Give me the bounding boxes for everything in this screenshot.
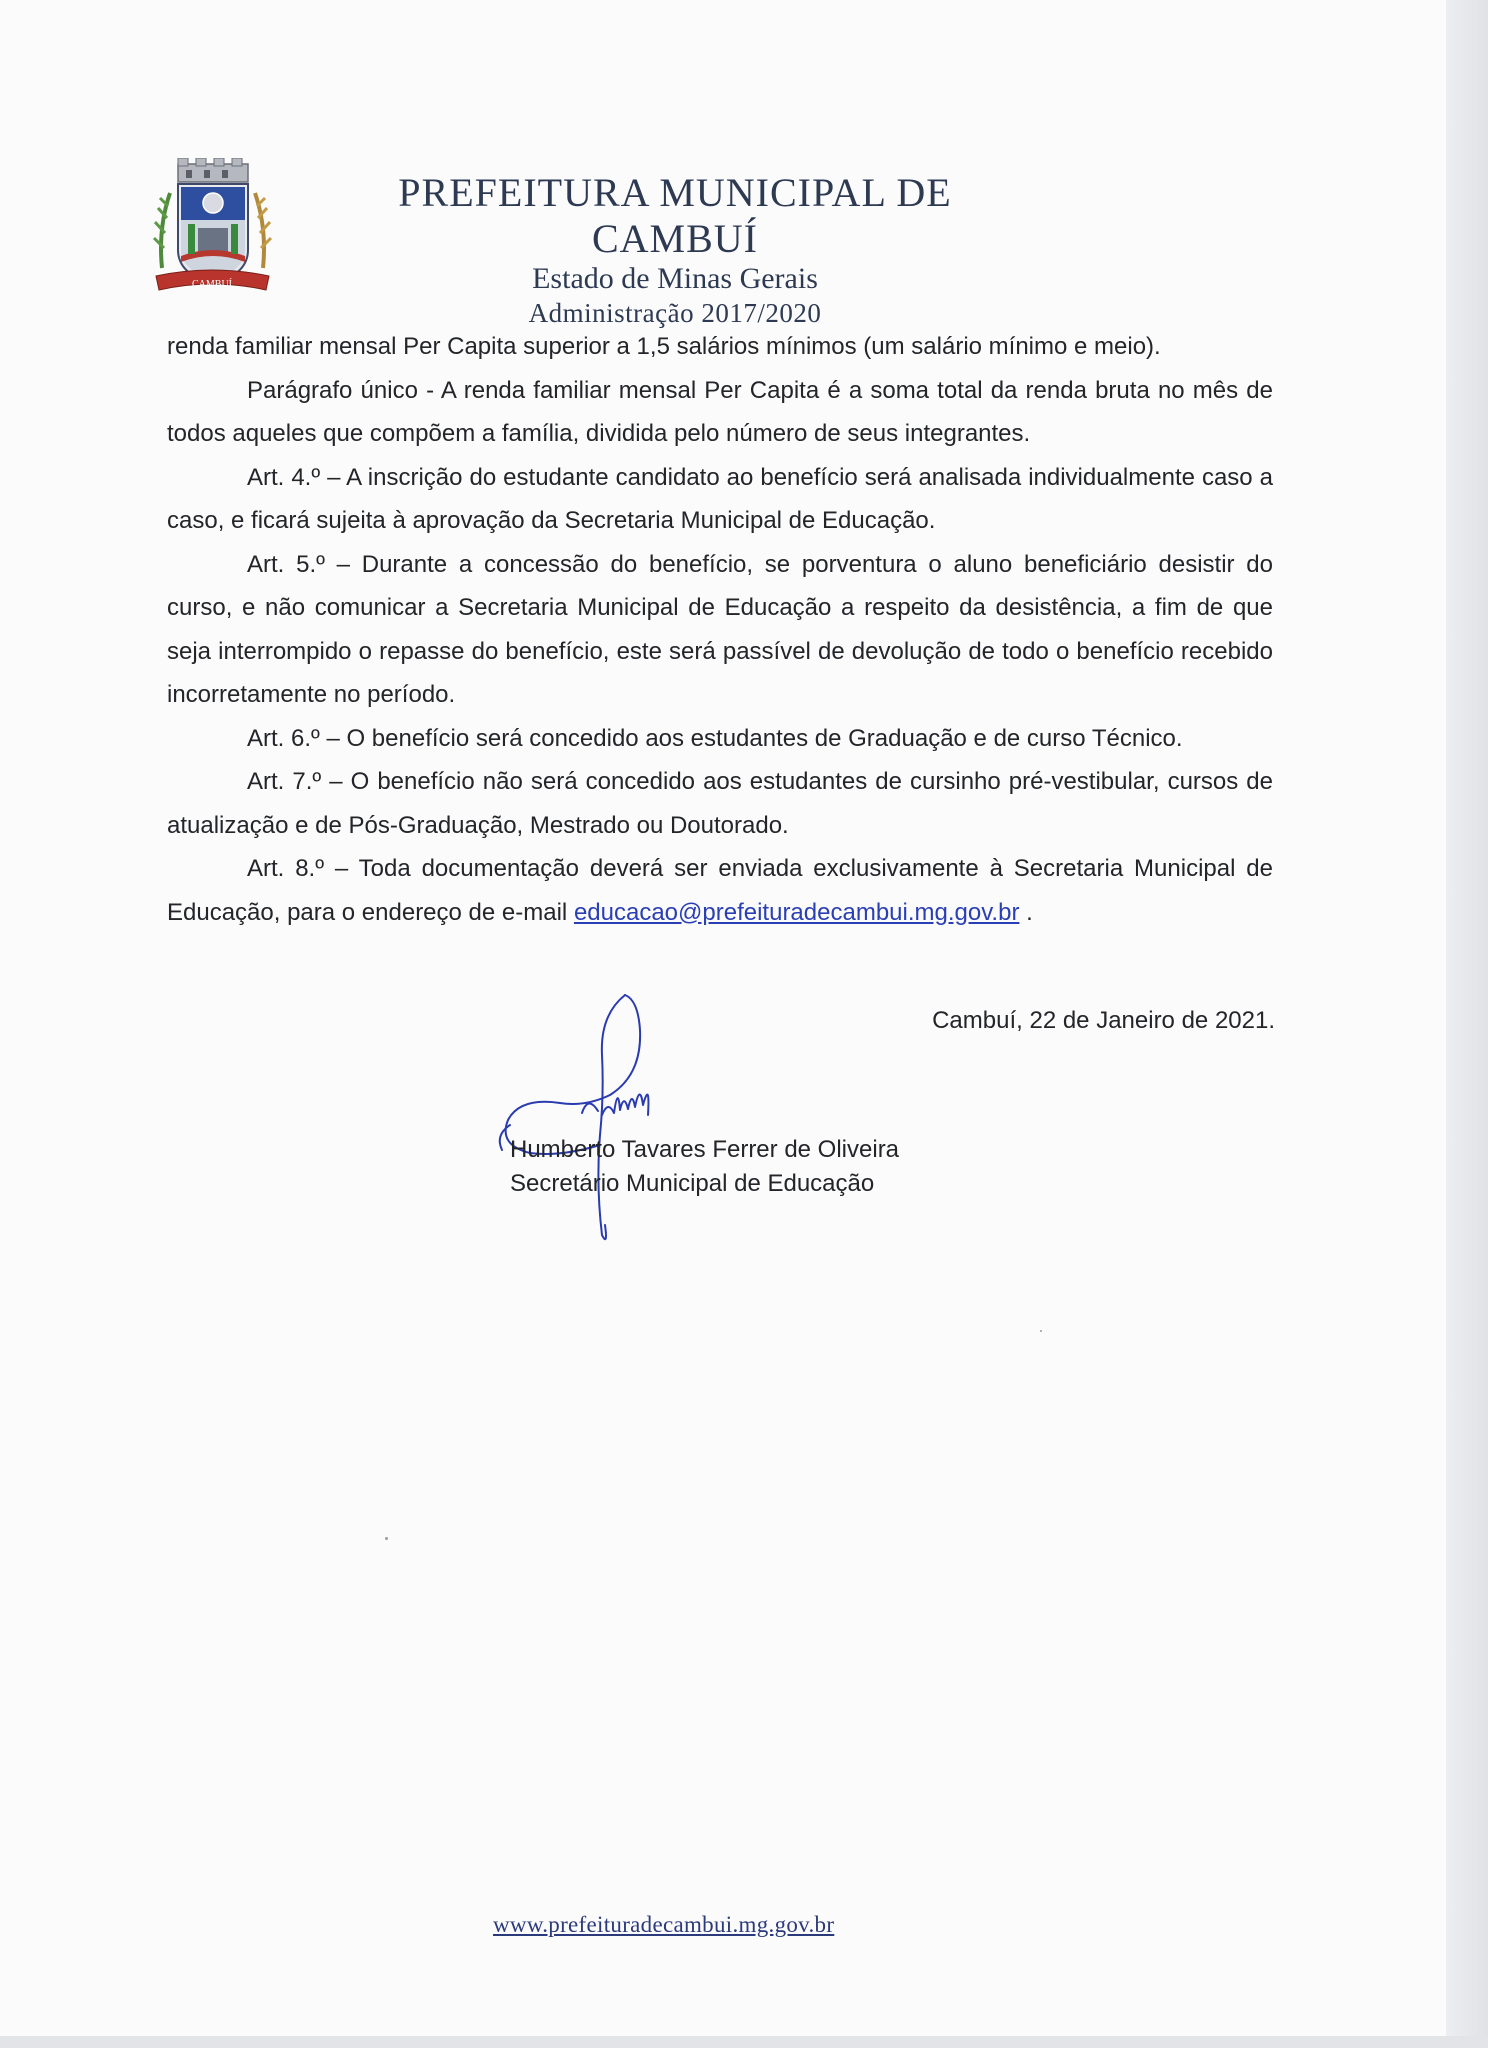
scan-speck	[1040, 1330, 1042, 1332]
article-5: Art. 5.º – Durante a concessão do benefício, se porventura o aluno beneficiário desistir do curso, e não comunicar a Secretaria Municipal de Educação a respeito da desistência, a fim de que seja interrompido o repasse do benefício, este será passível de devolução de todo o benefício recebido incorretamente no período.	[167, 550, 1273, 708]
footer-url-link[interactable]: www.prefeituradecambui.mg.gov.br	[493, 1912, 835, 1937]
coat-of-arms-label: CAMBUÍ	[191, 279, 233, 290]
administration-subtitle: Administração 2017/2020	[528, 298, 822, 328]
paragraph-unico: Parágrafo único - A renda familiar mensal Per Capita é a soma total da renda bruta no mês de todos aqueles que compõem a família, dividida pelo número de seus integrantes.	[167, 376, 1273, 447]
article-8-text: Art. 8.º – Toda documentação deverá ser enviada exclusivamente à Secretaria Municipal de Educação, para o endereço de e-mail	[167, 855, 1273, 926]
paragraph-continuation: renda familiar mensal Per Capita superior a 1,5 salários mínimos (um salário mínimo e meio).	[167, 333, 1161, 360]
article-8-end: .	[1019, 898, 1033, 926]
article-7: Art. 7.º – O benefício não será concedido aos estudantes de cursinho pré-vestibular, cursos de atualização e de Pós-Graduação, Mestrado ou Doutorado.	[167, 768, 1273, 839]
signer-name: Humberto Tavares Ferrer de Oliveira	[510, 1136, 900, 1163]
letterhead-text	[325, 170, 1025, 330]
page-title: PREFEITURA MUNICIPAL DE CAMBUÍ	[398, 170, 952, 261]
article-8	[167, 847, 1273, 934]
scan-speck	[385, 1537, 388, 1540]
document-body	[167, 325, 1273, 934]
coat-of-arms-icon	[150, 158, 275, 298]
email-link[interactable]: educacao@prefeituradecambui.mg.gov.br	[573, 898, 1020, 926]
signer-block	[510, 1133, 899, 1201]
article-6: Art. 6.º – O benefício será concedido aos estudantes de Graduação e de curso Técnico.	[247, 724, 1183, 752]
page-bottom-edge	[0, 2036, 1488, 2048]
article-4: Art. 4.º – A inscrição do estudante candidato ao benefício será analisada individualmente caso a caso, e ficará sujeita à aprovação da Secretaria Municipal de Educação.	[167, 463, 1273, 534]
page-edge	[1446, 0, 1488, 2048]
date-line: Cambuí, 22 de Janeiro de 2021.	[932, 1007, 1275, 1034]
letterhead	[150, 150, 1150, 328]
state-subtitle: Estado de Minas Gerais	[532, 262, 818, 295]
signer-role: Secretário Municipal de Educação	[510, 1170, 875, 1197]
